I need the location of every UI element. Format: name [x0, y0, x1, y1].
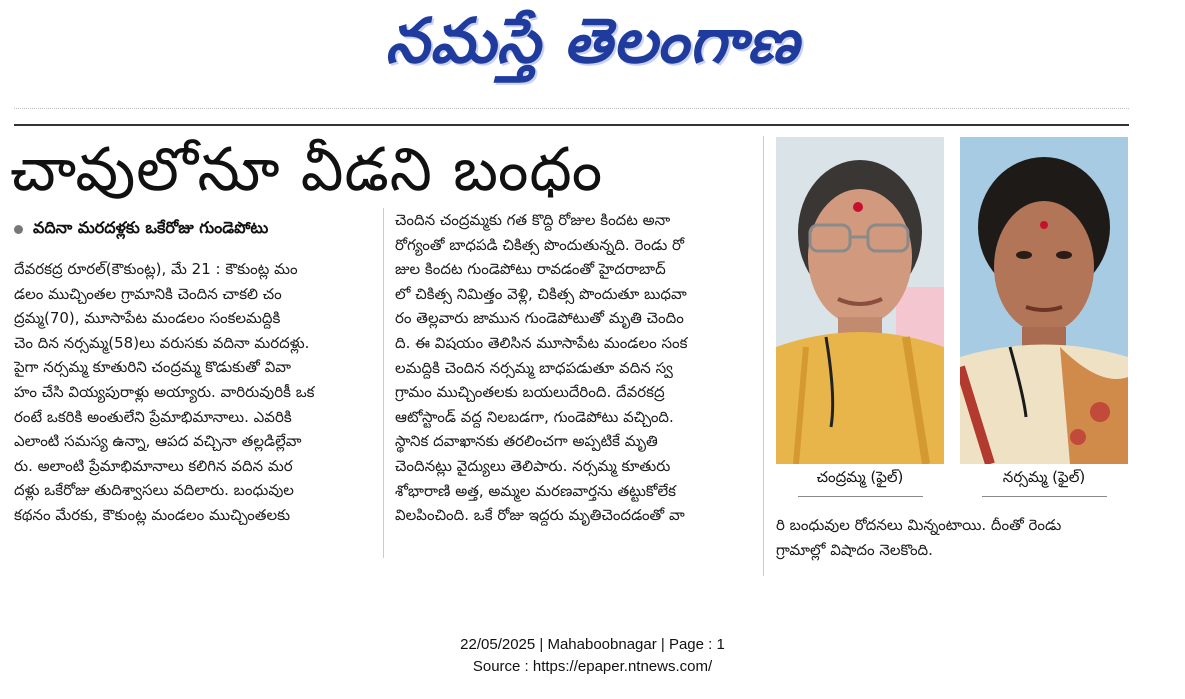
text-line: రం తెల్లవారు జామున గుండెపోటుతో మృతి చెందిం: [395, 309, 684, 328]
text-line: ద్రమ్మ(70), మూసాపేట మండలం సంకలమద్దికి: [14, 309, 281, 328]
photo-narsamma: [960, 137, 1128, 464]
text-line: ది. ఈ విషయం తెలిసిన మూసాపేట మండలం సంక: [395, 333, 688, 352]
masthead-logo: నమస్తే తెలంగాణ: [385, 4, 800, 77]
article-headline: చావులోనూ వీడని బంధం: [10, 135, 604, 205]
page-footer: [0, 634, 1185, 678]
column-divider: [763, 136, 764, 576]
text-line: దేవరకద్ర రూరల్(కౌకుంట్ల), మే 21 : కౌకుంట్ల మం: [14, 260, 298, 278]
article-column-1: [14, 257, 370, 528]
text-line: చెందినట్లు వైద్యులు తెలిపారు. నర్సమ్మ కూతురు: [395, 456, 671, 475]
text-line: జుల కిందట గుండెపోటు రావడంతో హైదరాబాద్: [395, 260, 666, 279]
subheadline-text: వదినా మరదళ్లకు ఒకేరోజు గుండెపోటు: [33, 217, 269, 237]
article-column-2: [395, 208, 753, 528]
article-subheadline: [14, 218, 376, 240]
column-divider: [383, 208, 384, 558]
text-line: కథనం మేరకు, కౌకుంట్ల మండలం ముచ్చింతలకు: [14, 505, 291, 524]
caption-rule: [982, 496, 1107, 497]
text-line: పైగా నర్సమ్మ కూతురిని చంద్రమ్మ కొడుకుతో వివా: [14, 358, 291, 377]
footer-date-edition: 22/05/2025 | Mahaboobnagar | Page : 1: [460, 636, 725, 653]
text-line: ఎలాంటి సమస్య ఉన్నా, ఆపద వచ్చినా తల్లడిల్లేవా: [14, 432, 302, 451]
text-line: చెందిన చంద్రమ్మకు గత కొద్ది రోజుల కిందట అనా: [395, 211, 671, 229]
header-faint-line: [14, 100, 1129, 109]
photo-chandramma: [776, 137, 944, 464]
text-line: శోభారాణి అత్త, అమ్మల మరణవార్తను తట్టుకోలేక: [395, 481, 676, 500]
text-line: రంటే ఒకరికి అంతులేని ప్రేమాభిమానాలు. ఎవరికి: [14, 407, 292, 426]
text-line: రోగ్యంతో బాధపడి చికిత్స పొందుతున్నది. రెండు రో: [395, 235, 685, 254]
text-line: దళ్లు ఒకేరోజు తుదిశ్వాసలు వదిలారు. బంధువుల: [14, 481, 294, 500]
text-line: చెం దిన నర్సమ్మ(58)లు వరుసకు వదినా మరదళ్లు.: [14, 333, 310, 352]
text-line: ఆటోస్టాండ్ వద్ద నిలబడగా, గుండెపోటు వచ్చింది.: [395, 407, 674, 426]
header-rule: [14, 124, 1129, 126]
photo-caption: నర్సమ్మ (ఫైల్): [1002, 468, 1086, 486]
text-line: స్థానిక దవాఖానకు తరలించగా అప్పటికే మృతి: [395, 432, 658, 451]
caption-rule: [798, 496, 923, 497]
article-column-3: [776, 513, 1136, 562]
text-line: గ్రామాల్లో విషాదం నెలకొంది.: [776, 540, 933, 559]
text-line: డలం ముచ్చింతల గ్రామానికి చెందిన చాకలి చం: [14, 284, 282, 303]
text-line: రి బంధువుల రోదనలు మిన్నంటాయి. దీంతో రెండు: [776, 516, 1062, 534]
text-line: గ్రామం ముచ్చింతలకు బయలుదేరింది. దేవరకద్ర: [395, 383, 665, 402]
photo-caption: చంద్రమ్మ (ఫైల్): [816, 468, 904, 486]
text-line: లో చికిత్స నిమిత్తం వెళ్లి, చికిత్స పొందుతూ బుధవా: [395, 284, 687, 303]
text-line: రు. అలాంటి ప్రేమాభిమానాలు కలిగిన వదిన మర: [14, 456, 293, 475]
text-line: విలపించింది. ఒకే రోజు ఇద్దరు మృతిచెందడంతో వా: [395, 506, 685, 525]
masthead: [0, 0, 1185, 96]
footer-source: Source : https://epaper.ntnews.com/: [472, 658, 713, 675]
text-line: లమద్దికి చెందిన నర్సమ్మ బాధపడుతూ వదిన స్వ: [395, 358, 673, 377]
text-line: హం చేసి వియ్యపురాళ్లు అయ్యారు. వారిరువురికీ ఒక: [14, 382, 315, 401]
bullet-icon: [14, 225, 23, 234]
